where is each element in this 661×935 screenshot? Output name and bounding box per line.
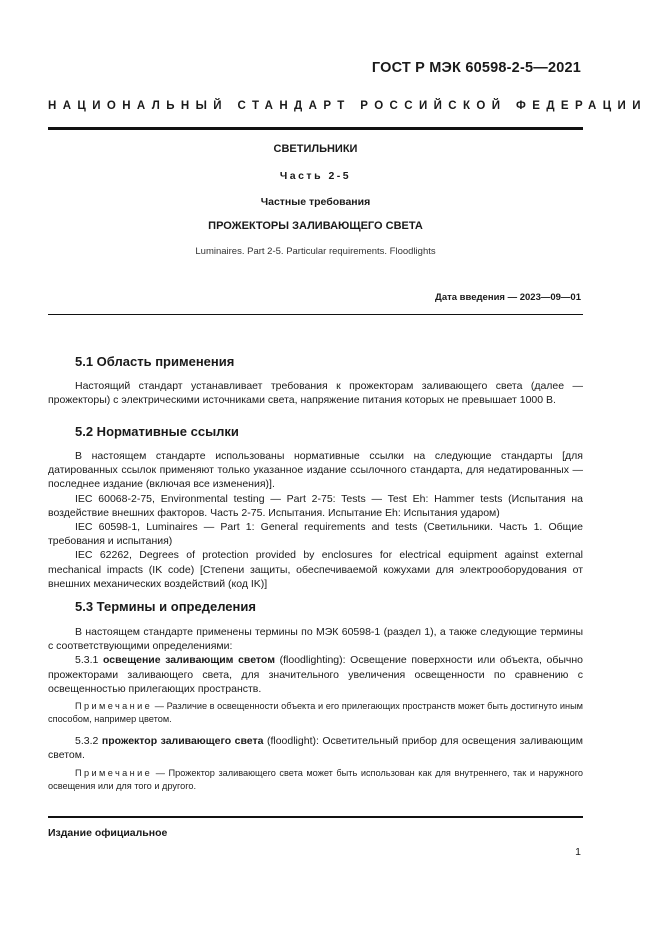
section-5-2-para-1: В настоящем стандарте использованы нормативные ссылки на следующие стандарты [для датированных ссылок применяют только указанное издание ссылочного стандарта, для недатированных — последнее издание (включая все изменения)]. <box>48 450 583 491</box>
definition-number: 5.3.1 <box>75 654 99 667</box>
section-5-2-para-3: IEC 60598-1, Luminaires — Part 1: General requirements and tests (Светильники. Часть 1. Общие требования и испытания) <box>48 521 583 548</box>
section-5-1-body <box>48 379 583 407</box>
effective-date: Дата введения — 2023—09—01 <box>435 292 581 303</box>
title-line-1: СВЕТИЛЬНИКИ <box>273 143 358 155</box>
section-5-3-body <box>48 625 583 696</box>
section-5-2-para-2: IEC 60068-2-75, Environmental testing — Part 2-75: Tests — Test Eh: Hammer tests (Испытания на воздействие внешних факторов. Часть 2-75. Испытания. Испытание Eh: Испытания ударом) <box>48 492 583 519</box>
note-1 <box>48 700 583 726</box>
note-label: Примечание <box>75 701 153 711</box>
definition-term: прожектор заливающего света <box>101 735 264 747</box>
section-5-1-heading: 5.1 Область применения <box>75 354 235 369</box>
definition-5-3-2 <box>48 734 583 762</box>
date-divider <box>48 314 583 315</box>
title-line-4: ПРОЖЕКТОРЫ ЗАЛИВАЮЩЕГО СВЕТА <box>208 220 423 232</box>
definition-text: (floodlight): Осветительный прибор для освещения заливающим светом. <box>48 735 584 762</box>
section-5-3-para-1: В настоящем стандарте применены термины по МЭК 60598-1 (раздел 1), а также следующие термины с соответствующими определениями: <box>48 626 583 653</box>
definition-term: освещение заливающим светом <box>102 654 275 667</box>
note-text: — Прожектор заливающего света может быть использован как для внутреннего, так и наружного освещения или для того и другого. <box>48 768 583 791</box>
note-2 <box>48 767 583 793</box>
definition-5-3-1 <box>48 653 583 696</box>
header-divider <box>48 127 583 130</box>
section-5-3-heading: 5.3 Термины и определения <box>75 599 256 614</box>
definition-5-3-2-block <box>48 734 583 762</box>
title-line-2: Часть 2-5 <box>279 170 352 182</box>
section-5-2-heading: 5.2 Нормативные ссылки <box>75 424 239 439</box>
title-line-3: Частные требования <box>260 196 371 208</box>
note-label: Примечание <box>75 768 153 778</box>
section-5-2-para-4: IEC 62262, Degrees of protection provided by enclosures for electrical equipment against external mechanical impacts (IK code) [Степени защиты, обеспечиваемой кожухами для электрооборудования от внешних механических воздействий (код IK)] <box>48 549 583 590</box>
section-5-1-text: Настоящий стандарт устанавливает требования к прожекторам заливающего света (далее — прожекторы) с электрическими источниками света, напряжение питания которых не превышает 1000 В. <box>48 380 583 407</box>
document-number: ГОСТ Р МЭК 60598-2-5—2021 <box>371 60 581 76</box>
footer-divider <box>48 816 583 818</box>
definition-number: 5.3.2 <box>75 735 99 747</box>
page-number: 1 <box>575 846 581 858</box>
note-text: — Различие в освещенности объекта и его прилегающих пространств может быть достигнуто иным способом, например цветом. <box>48 701 583 724</box>
official-edition-label: Издание официальное <box>48 827 168 839</box>
english-title: Luminaires. Part 2-5. Particular requirements. Floodlights <box>195 246 436 257</box>
section-5-2-body <box>48 449 583 591</box>
national-standard-heading: НАЦИОНАЛЬНЫЙ СТАНДАРТ РОССИЙСКОЙ ФЕДЕРАЦИИ <box>48 100 647 112</box>
definition-text: (floodlighting): Освещение поверхности или объекта, обычно прожекторами заливающего света, для значительного увеличения освещенности по сравнению с освещенностью прилегающих пространств. <box>48 654 584 695</box>
